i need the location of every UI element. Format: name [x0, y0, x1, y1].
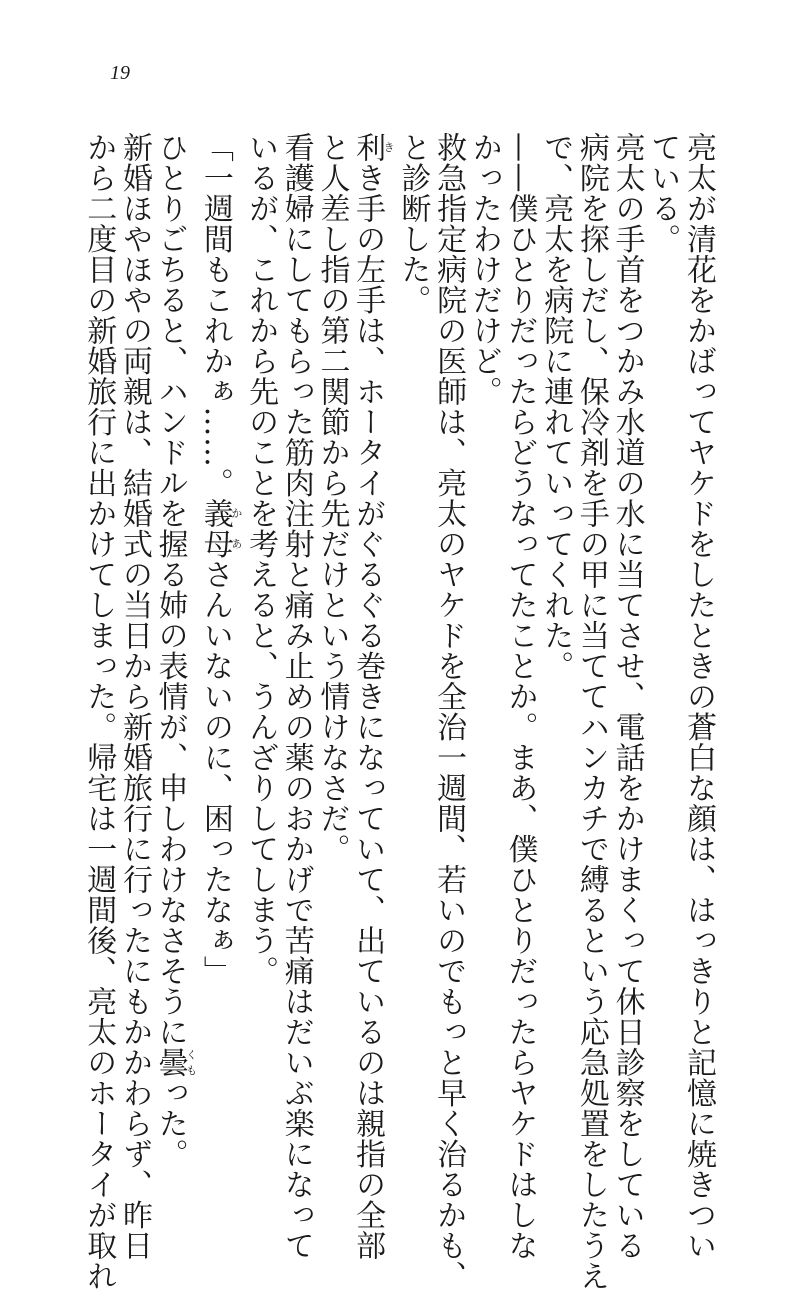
- body-text: [56, 132, 716, 1291]
- ruby-kumo: 曇くも: [152, 1047, 198, 1078]
- text-line: 亮太の手首をつかみ水道の水に当てさせ、電話をかけまくって休日診察をしている: [609, 132, 645, 1261]
- text-line: 「一週間もこれかぁ……。義母かあさんいないのに、困ったなぁ」: [197, 132, 243, 986]
- text-line: 看護婦にしてもらった筋肉注射と痛み止めの薬のおかげで苦痛はだいぶ楽になって: [278, 132, 314, 1261]
- text-line: いるが、これから先のことを考えると、うんざりしてしまう。: [243, 132, 279, 986]
- text-line: 救急指定病院の医師は、亮太のヤケドを全治一週間、若いのでもっと早く治るかも、: [431, 132, 467, 1291]
- text-line: から二度目の新婚旅行に出かけてしまった。帰宅は一週間後、亮太のホータイが取れ: [81, 132, 117, 1291]
- text-line: 新婚ほやほやの両親は、結婚式の当日から新婚旅行に行ったにもかかわらず、昨日: [116, 132, 152, 1261]
- page-number: 19: [110, 62, 130, 84]
- text-line: ひとりごちると、ハンドルを握る姉の表情が、申しわけなさそうに曇くもった。: [152, 132, 198, 1169]
- ruby-kaa: 義母かあ: [197, 498, 243, 559]
- ruby-kiki: 利き: [350, 132, 396, 163]
- text-line: 亮太が清花をかばってヤケドをしたときの蒼白な顔は、はっきりと記憶に焼きつい: [681, 132, 716, 1261]
- text-line: ——僕ひとりだったらどうなってたことか。まあ、僕ひとりだったらヤケドはしな: [502, 132, 538, 1261]
- text-line: と診断した。: [395, 132, 431, 315]
- text-line: で、亮太を病院に連れていってくれた。: [538, 132, 574, 681]
- text-line: 利きき手の左手は、ホータイがぐるぐる巻きになっていて、出ているのは親指の全部: [350, 132, 396, 1261]
- text-line: ている。: [645, 132, 681, 254]
- text-line: かったわけだけど。: [466, 132, 502, 407]
- text-line: 病院を探しだし、保冷剤を手の甲に当ててハンカチで縛るという応急処置をしたうえ: [573, 132, 609, 1291]
- text-line: と人差し指の第二関節から先だけという情けなさだ。: [314, 132, 350, 864]
